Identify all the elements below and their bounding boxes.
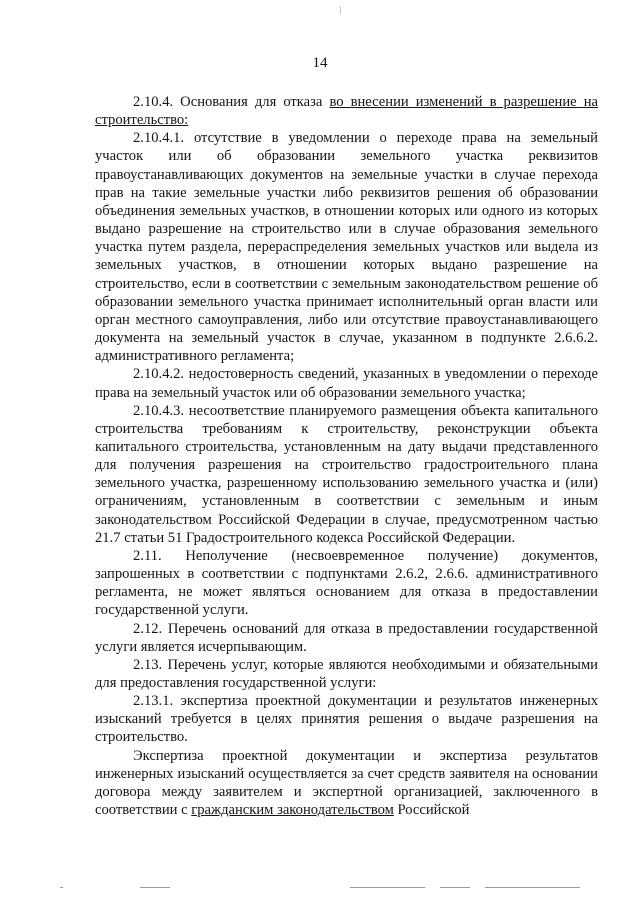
- paragraph-2-10-4-1: 2.10.4.1. отсутствие в уведомлении о переходе права на земельный участок или об образовании земельного участка реквизитов правоустанавливающих документов на земельные участки в случае перехода прав на такие земельные участки либо реквизитов решения об образовании объединения земельных участков, в отношении которых или одного из которых выдано разрешение на строительство или в случае образования земельного участка путем раздела, перераспределения земельных участков или выдела из земельных участков, в отношении которых выдано разрешение на строительство, если в соответствии с земельным законодательством решение об образовании земельного участка принимает исполнительный орган власти или орган местного самоуправления, либо или отсутствие правоустанавливающего документа на земельный участок в случае, указанном в подпункте 2.6.6.2. административного регламента;: [95, 130, 598, 365]
- paragraph-2-10-4-2: 2.10.4.2. недостоверность сведений, указанных в уведомлении о переходе права на земельный участок или об образовании земельного участка;: [95, 366, 598, 401]
- paragraph-expertise-tail: Российской: [393, 802, 470, 819]
- scan-footer-marks: [60, 885, 580, 891]
- paragraph-expertise: [95, 747, 598, 820]
- scan-mark: [485, 887, 580, 888]
- document-body: [95, 93, 598, 819]
- paragraph-2-10-4: [95, 93, 598, 129]
- scan-mark: [140, 887, 170, 888]
- paragraph-expertise-underlined: гражданским законодательством: [191, 802, 394, 819]
- paragraph-2-10-4-underlined: во внесении изменений в разрешение на строительство:: [95, 94, 598, 129]
- paragraph-2-10-4-3: 2.10.4.3. несоответствие планируемого размещения объекта капитального строительства требованиям к строительству, реконструкции объекта капитального строительства, установленным на дату выдачи представленного для получения разрешения на строительство градостроительного плана земельного участка, разрешенному использованию земельного участка и (или) ограничениям, установленным в соответствии с земельным и иным законодательством Российской Федерации в случае, предусмотренном частью 21.7 статьи 51 Градостроительного кодекса Российской Федерации.: [95, 402, 598, 546]
- paragraph-2-12: 2.12. Перечень оснований для отказа в предоставлении государственной услуги является исчерпывающим.: [95, 620, 598, 655]
- page-number: 14: [312, 55, 328, 71]
- paragraph-2-10-4-lead: 2.10.4. Основания для отказа: [133, 94, 330, 110]
- scan-mark: [60, 887, 63, 888]
- scan-mark: [440, 887, 470, 888]
- paragraph-2-13: 2.13. Перечень услуг, которые являются необходимыми и обязательными для предоставления государственной услуги:: [95, 656, 598, 691]
- paragraph-expertise-lead: Экспертиза проектной документации и экспертиза результатов инженерных изысканий осуществляется за счет средств заявителя на основании договора между заявителем и экспертной организацией, заключенного в соответствии с: [95, 747, 598, 819]
- paragraph-2-11: 2.11. Неполучение (несвоевременное получение) документов, запрошенных в соответствии с подпунктами 2.6.2, 2.6.6. административного регламента, не может являться основанием для отказа в предоставлении государственной услуги.: [95, 547, 598, 619]
- paragraph-2-13-1: 2.13.1. экспертиза проектной документации и результатов инженерных изысканий требуется в целях принятия решения о выдаче разрешения на строительство.: [95, 693, 598, 746]
- scan-mark: [340, 6, 341, 14]
- scan-mark: [350, 887, 425, 888]
